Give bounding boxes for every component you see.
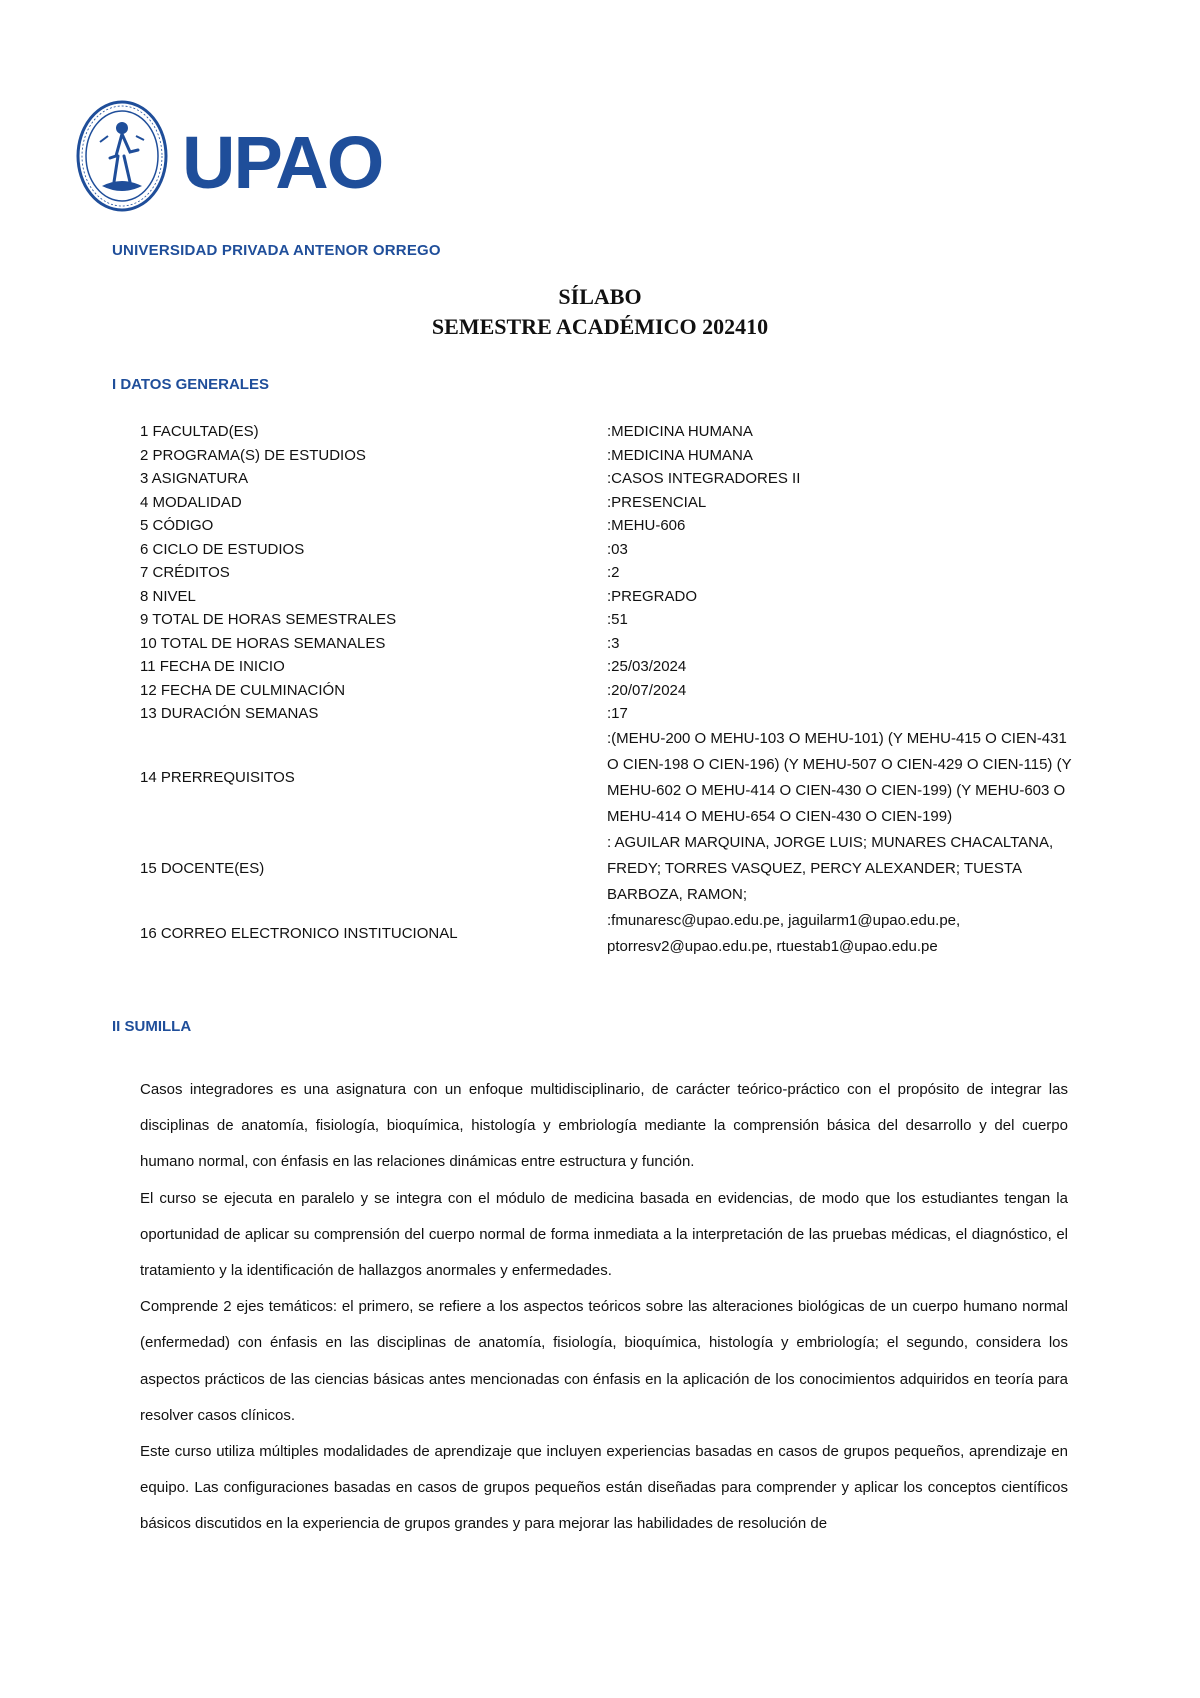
row-value: :25/03/2024 (607, 658, 687, 675)
section-heading-sumilla: II SUMILLA (112, 1018, 192, 1035)
table-row (140, 491, 1080, 515)
row-value: :MEHU-606 (607, 517, 686, 534)
table-row (140, 420, 1080, 444)
row-value: :3 (607, 634, 620, 652)
table-row (140, 514, 1080, 538)
row-value: :(MEHU-200 O MEHU-103 O MEHU-101) (Y MEHU-415 O CIEN-431 O CIEN-198 O CIEN-196) (Y MEHU-507 O CIEN-429 O CIEN-115) (Y MEHU-602 O MEHU-414 O CIEN-430 O CIEN-199) (Y MEHU-603 O MEHU-414 O MEHU-654 O CIEN-430 O CIEN-199) (607, 729, 1072, 825)
university-name: UNIVERSIDAD PRIVADA ANTENOR ORREGO (112, 242, 441, 259)
row-label: 14 PRERREQUISITOS (140, 768, 295, 786)
table-row (140, 632, 1080, 656)
paragraph: Comprende 2 ejes temáticos: el primero, se refiere a los aspectos teóricos sobre las alteraciones biológicas de un cuerpo humano normal (enfermedad) con énfasis en las disciplinas de anatomía, fisiología, bioquímica, histología y embriología; el segundo, considera los aspectos prácticos de las ciencias básicas antes mencionadas con énfasis en la aplicación de los conocimientos adquiridos en teoría para resolver casos clínicos. (140, 1298, 1068, 1424)
row-label: 9 TOTAL DE HORAS SEMESTRALES (140, 611, 397, 628)
row-value: :fmunaresc@upao.edu.pe, jaguilarm1@upao.edu.pe, ptorresv2@upao.edu.pe, rtuestab1@upao.edu.pe (607, 911, 961, 955)
row-label: 1 FACULTAD(ES) (140, 423, 259, 440)
table-row (140, 679, 1080, 703)
row-label: 3 ASIGNATURA (140, 470, 249, 487)
table-row (140, 538, 1080, 562)
row-value: :PREGRADO (607, 587, 698, 605)
page-subtitle: SEMESTRE ACADÉMICO 202410 (431, 314, 769, 339)
row-value: :51 (607, 611, 628, 628)
section-heading-datos-generales: I DATOS GENERALES (112, 376, 269, 393)
row-label: 4 MODALIDAD (140, 493, 242, 511)
table-row (140, 561, 1080, 585)
paragraph: El curso se ejecuta en paralelo y se integra con el módulo de medicina basada en evidencias, de modo que los estudiantes tengan la oportunidad de aplicar su comprensión del cuerpo normal de forma inmediata a la interpretación de las pruebas médicas, el diagnóstico, el tratamiento y la identificación de hallazgos anormales y enfermedades. (140, 1189, 1068, 1280)
row-value: :2 (607, 564, 620, 581)
row-label: 12 FECHA DE CULMINACIÓN (140, 681, 346, 699)
row-value: :PRESENCIAL (607, 493, 707, 511)
row-label: 5 CÓDIGO (140, 517, 214, 534)
row-label: 16 CORREO ELECTRONICO INSTITUCIONAL (140, 924, 458, 942)
row-label: 7 CRÉDITOS (140, 564, 230, 581)
university-seal-icon (78, 102, 166, 210)
row-label: 8 NIVEL (140, 587, 196, 605)
row-value: :03 (607, 540, 628, 558)
row-label: 15 DOCENTE(ES) (140, 859, 265, 877)
page-title: SÍLABO (558, 284, 642, 309)
table-row (140, 726, 1080, 830)
datos-generales-table (140, 420, 1080, 960)
row-label: 13 DURACIÓN SEMANAS (140, 705, 319, 722)
row-label: 6 CICLO DE ESTUDIOS (140, 540, 305, 558)
table-row (140, 467, 1080, 491)
table-row (140, 655, 1080, 679)
paragraph: Este curso utiliza múltiples modalidades de aprendizaje que incluyen experiencias basadas en casos de grupos pequeños, aprendizaje en equipo. Las configuraciones basadas en casos de grupos pequeños están diseñadas para comprender y aplicar los conceptos científicos básicos discutidos en la experiencia de grupos grandes y para mejorar las habilidades de resolución de (140, 1443, 1068, 1533)
row-value: :CASOS INTEGRADORES II (607, 470, 801, 487)
table-row (140, 444, 1080, 468)
upao-logo (72, 96, 392, 216)
paragraph: Casos integradores es una asignatura con un enfoque multidisciplinario, de carácter teórico-práctico con el propósito de integrar las disciplinas de anatomía, fisiología, bioquímica, histología y embriología mediante la comprensión básica del desarrollo y del cuerpo humano normal, con énfasis en las relaciones dinámicas entre estructura y función. (140, 1081, 1068, 1171)
row-value: : AGUILAR MARQUINA, JORGE LUIS; MUNARES CHACALTANA, FREDY; TORRES VASQUEZ, PERCY ALEXANDER; TUESTA BARBOZA, RAMON; (607, 833, 1054, 903)
row-value: :MEDICINA HUMANA (607, 446, 753, 464)
row-value: :17 (607, 705, 628, 722)
logo-text: UPAO (182, 121, 383, 204)
row-label: 10 TOTAL DE HORAS SEMANALES (140, 634, 386, 652)
table-row (140, 702, 1080, 726)
row-value: :MEDICINA HUMANA (607, 423, 753, 440)
table-row (140, 908, 1080, 960)
sumilla-text (140, 1072, 1068, 1543)
row-value: :20/07/2024 (607, 681, 687, 699)
table-row (140, 585, 1080, 609)
row-label: 11 FECHA DE INICIO (140, 658, 285, 675)
row-label: 2 PROGRAMA(S) DE ESTUDIOS (140, 446, 366, 464)
table-row (140, 608, 1080, 632)
table-row (140, 830, 1080, 908)
